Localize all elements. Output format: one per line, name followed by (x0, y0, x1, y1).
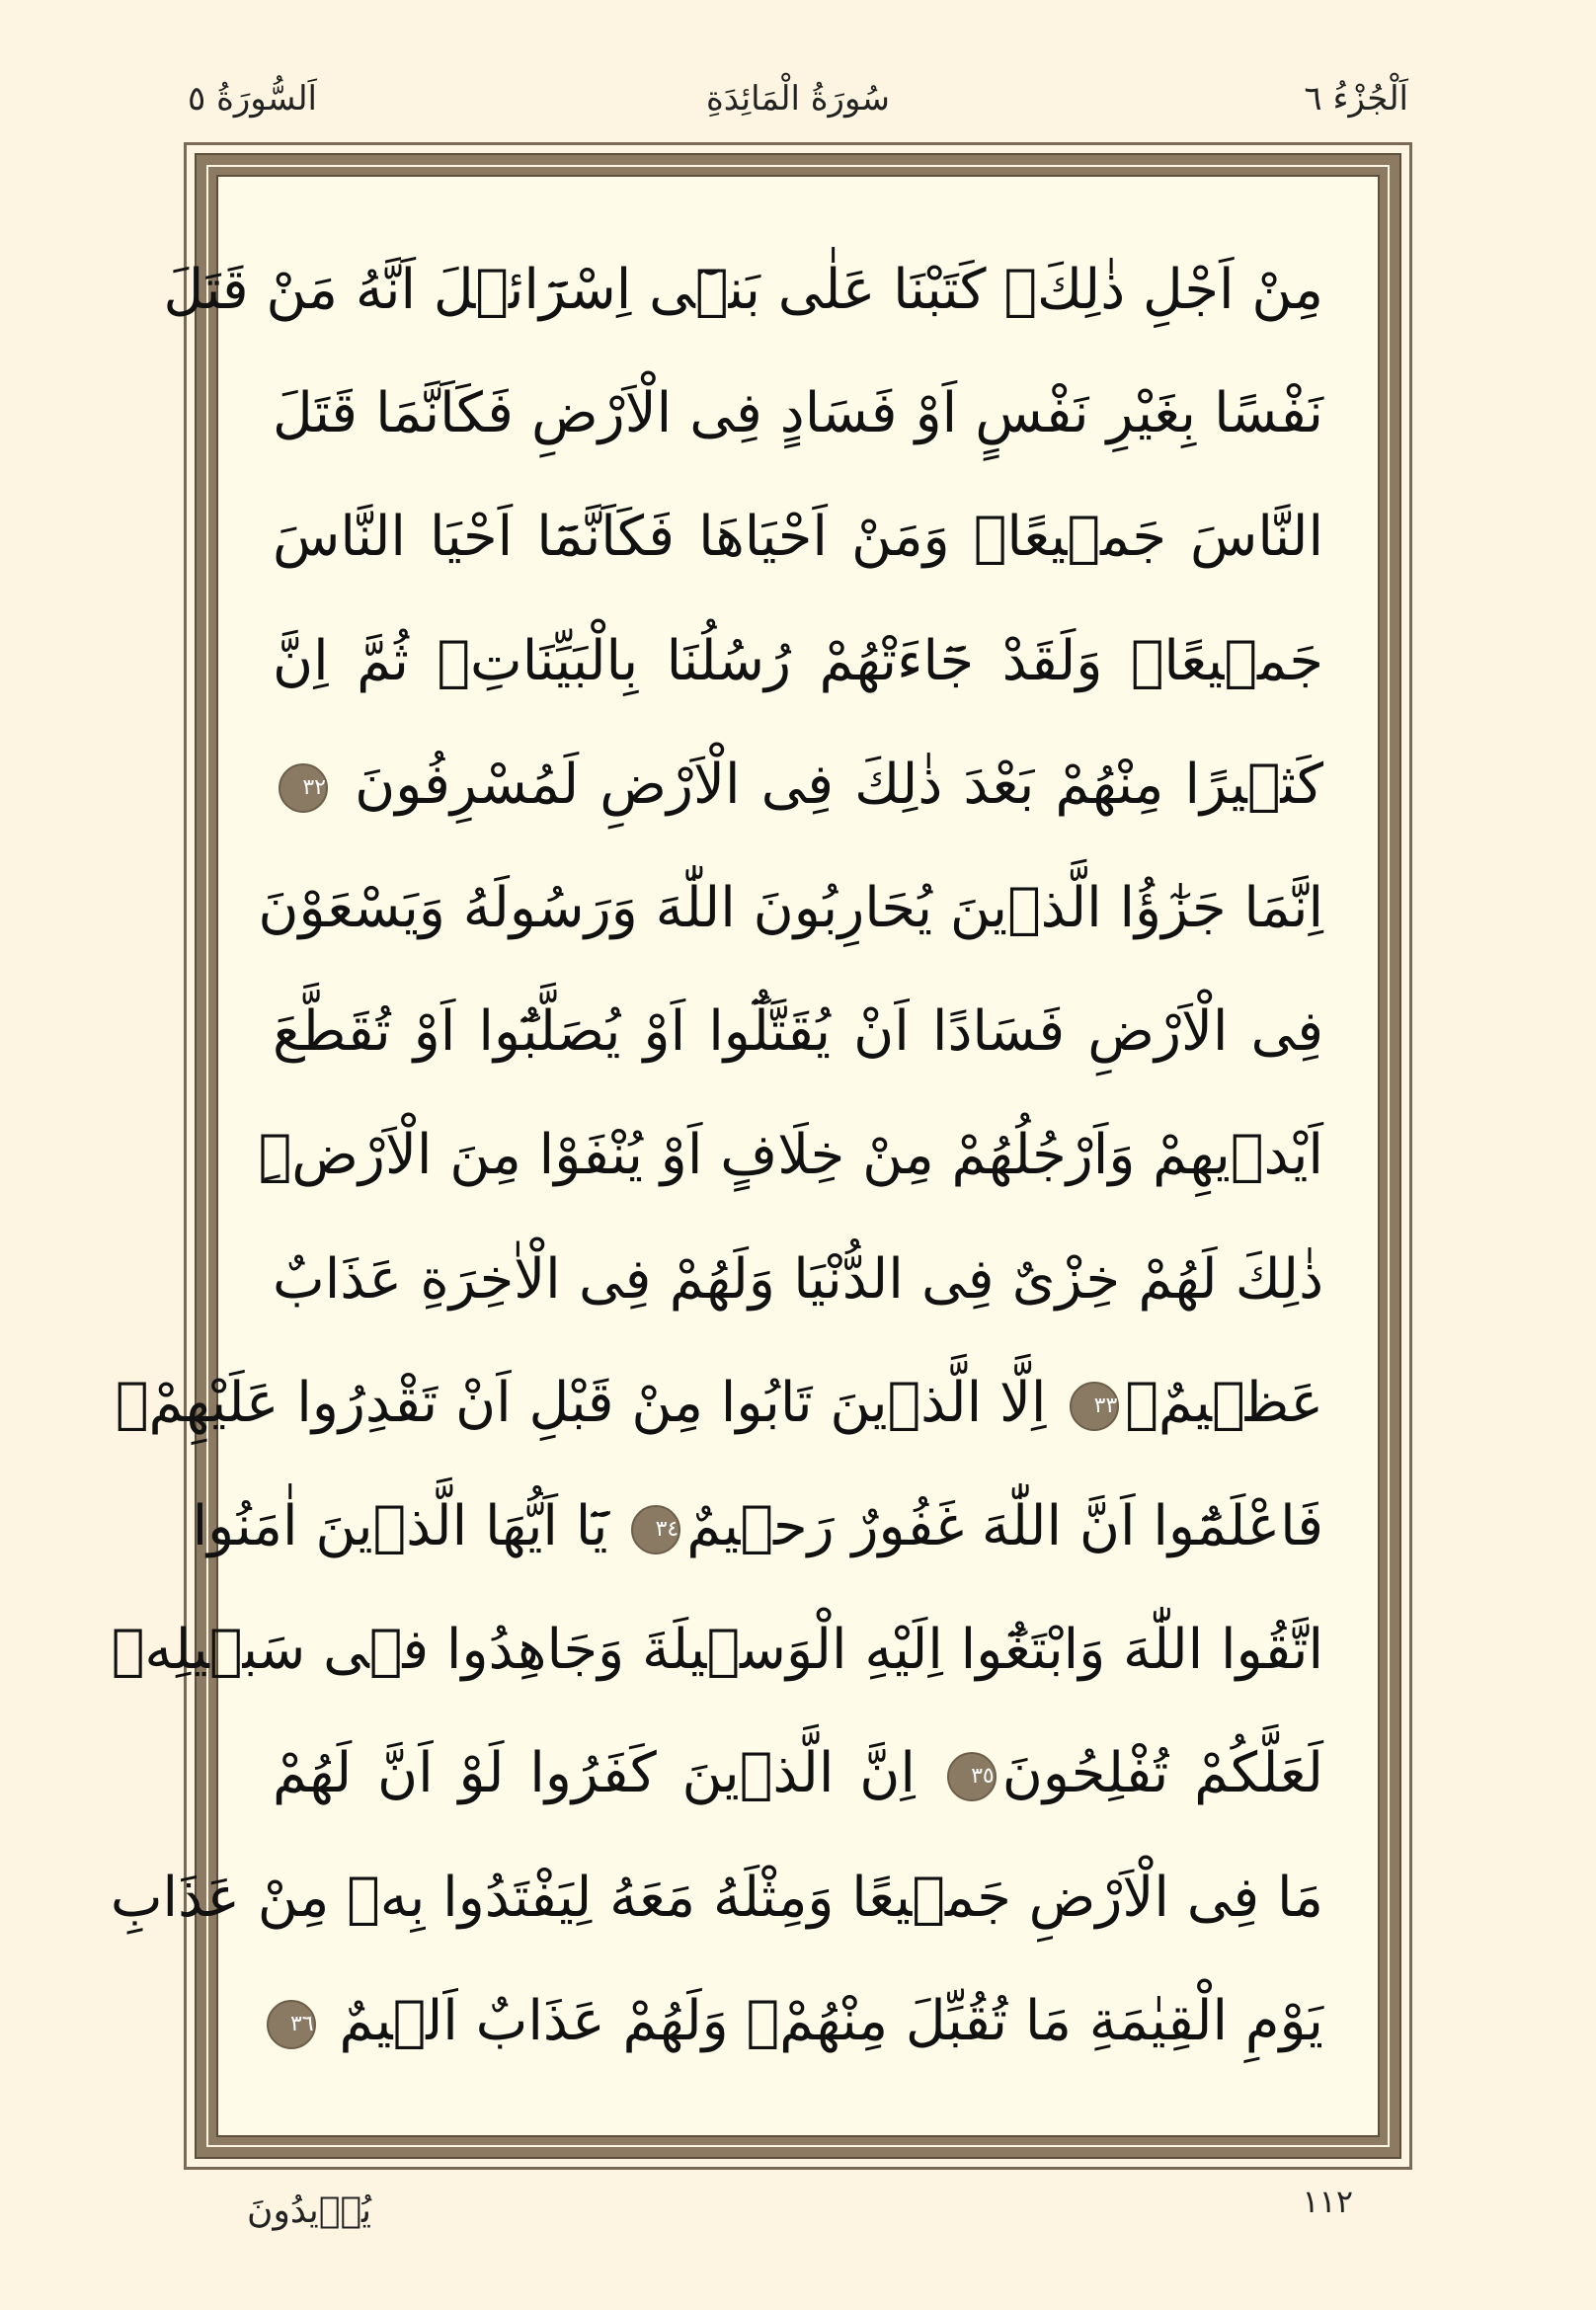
page-header (188, 69, 1408, 128)
verse-line-14: مَا فِى الْاَرْضِ جَمٖيعًا وَمِثْلَهُ مَعَهُ لِيَفْتَدُوا بِهٖ مِنْ عَذَابِ (110, 1865, 1323, 1930)
ayah-marker-33: ٣٣ (1070, 1382, 1119, 1431)
verse-line-2: نَفْسًا بِغَيْرِ نَفْسٍ اَوْ فَسَادٍ فِى الْاَرْضِ فَكَاَنَّمَا قَتَلَ (273, 381, 1323, 446)
verse-line-4: جَمٖيعًاۜ وَلَقَدْ جَٓاءَتْهُمْ رُسُلُنَا بِالْبَيِّنَاتِۘ ثُمَّ اِنَّ (273, 628, 1323, 693)
verse-line-13-cont: اِنَّ الَّذٖينَ كَفَرُوا لَوْ اَنَّ لَهُمْ (273, 1741, 941, 1806)
verse-line-11-cont: يَٓا اَيُّهَا الَّذٖينَ اٰمَنُوا (192, 1494, 626, 1559)
verse-line-1: مِنْ اَجْلِ ذٰلِكَۚ كَتَبْنَا عَلٰى بَنٖٓى اِسْرَٓائٖلَ اَنَّهُ مَنْ قَتَلَ (163, 258, 1323, 322)
verse-line-7: فِى الْاَرْضِ فَسَادًا اَنْ يُقَتَّلُٓوا اَوْ يُصَلَّبُٓوا اَوْ تُقَطَّعَ (273, 999, 1323, 1065)
juz-label: اَلْجُزْءُ ٦ (1304, 79, 1408, 119)
verse-line-10-cont: اِلَّا الَّذٖينَ تَابُوا مِنْ قَبْلِ اَنْ تَقْدِرُوا عَلَيْهِمْۚ (115, 1370, 1065, 1435)
ayah-marker-34: ٣٤ (631, 1505, 680, 1554)
verse-line-10: عَظٖيمٌۙ٣٣ اِلَّا الَّذٖينَ تَابُوا مِنْ قَبْلِ اَنْ تَقْدِرُوا عَلَيْهِمْۚ (115, 1370, 1323, 1435)
verse-line-15: يَوْمِ الْقِيٰمَةِ مَا تُقُبِّلَ مِنْهُمْۚ وَلَهُمْ عَذَابٌ اَلٖيمٌ ٣٦ (273, 1962, 1323, 2081)
verse-line-8: اَيْدٖيهِمْ وَاَرْجُلُهُمْ مِنْ خِلَافٍ اَوْ يُنْفَوْا مِنَ الْاَرْضِۜ (258, 1123, 1323, 1188)
text-region (110, 172, 1383, 2140)
verse-line-6: اِنَّمَا جَزٰٓؤُا الَّذٖينَ يُحَارِبُونَ اللّٰهَ وَرَسُولَهُ وَيَسْعَوْنَ (258, 876, 1323, 941)
surah-number-label: اَلسُّورَةُ ٥ (188, 79, 318, 119)
verse-line-12: اتَّقُوا اللّٰهَ وَابْتَغُٓوا اِلَيْهِ الْوَسٖيلَةَ وَجَاهِدُوا فٖى سَبٖيلِهٖ (111, 1618, 1323, 1683)
verse-line-11: فَاعْلَمُٓوا اَنَّ اللّٰهَ غَفُورٌ رَحٖيمٌ٣٤ يَٓا اَيُّهَا الَّذٖينَ اٰمَنُوا (192, 1494, 1323, 1559)
verse-line-9: ذٰلِكَ لَهُمْ خِزْىٌ فِى الدُّنْيَا وَلَهُمْ فِى الْاٰخِرَةِ عَذَابٌ (273, 1246, 1323, 1312)
ayah-marker-32: ٣٢ (279, 763, 328, 813)
verse-line-3: النَّاسَ جَمٖيعًاۜ وَمَنْ اَحْيَاهَا فَكَاَنَّمَٓا اَحْيَا النَّاسَ (273, 505, 1323, 570)
surah-title: سُورَةُ الْمَائِدَةِ (705, 79, 891, 119)
verse-line-5: كَثٖيرًا مِنْهُمْ بَعْدَ ذٰلِكَ فِى الْاَرْضِ لَمُسْرِفُونَ ٣٢ (273, 726, 1323, 844)
page-number: ١١٢ (1302, 2183, 1353, 2220)
ayah-marker-36: ٣٦ (267, 2000, 316, 2049)
ayah-marker-35: ٣٥ (947, 1752, 997, 1801)
verse-lines (110, 231, 1323, 2081)
catchword: يُرٖيدُونَ (247, 2191, 371, 2231)
verse-line-13: لَعَلَّكُمْ تُفْلِحُونَ٣٥ اِنَّ الَّذٖينَ كَفَرُوا لَوْ اَنَّ لَهُمْ (273, 1741, 1323, 1806)
